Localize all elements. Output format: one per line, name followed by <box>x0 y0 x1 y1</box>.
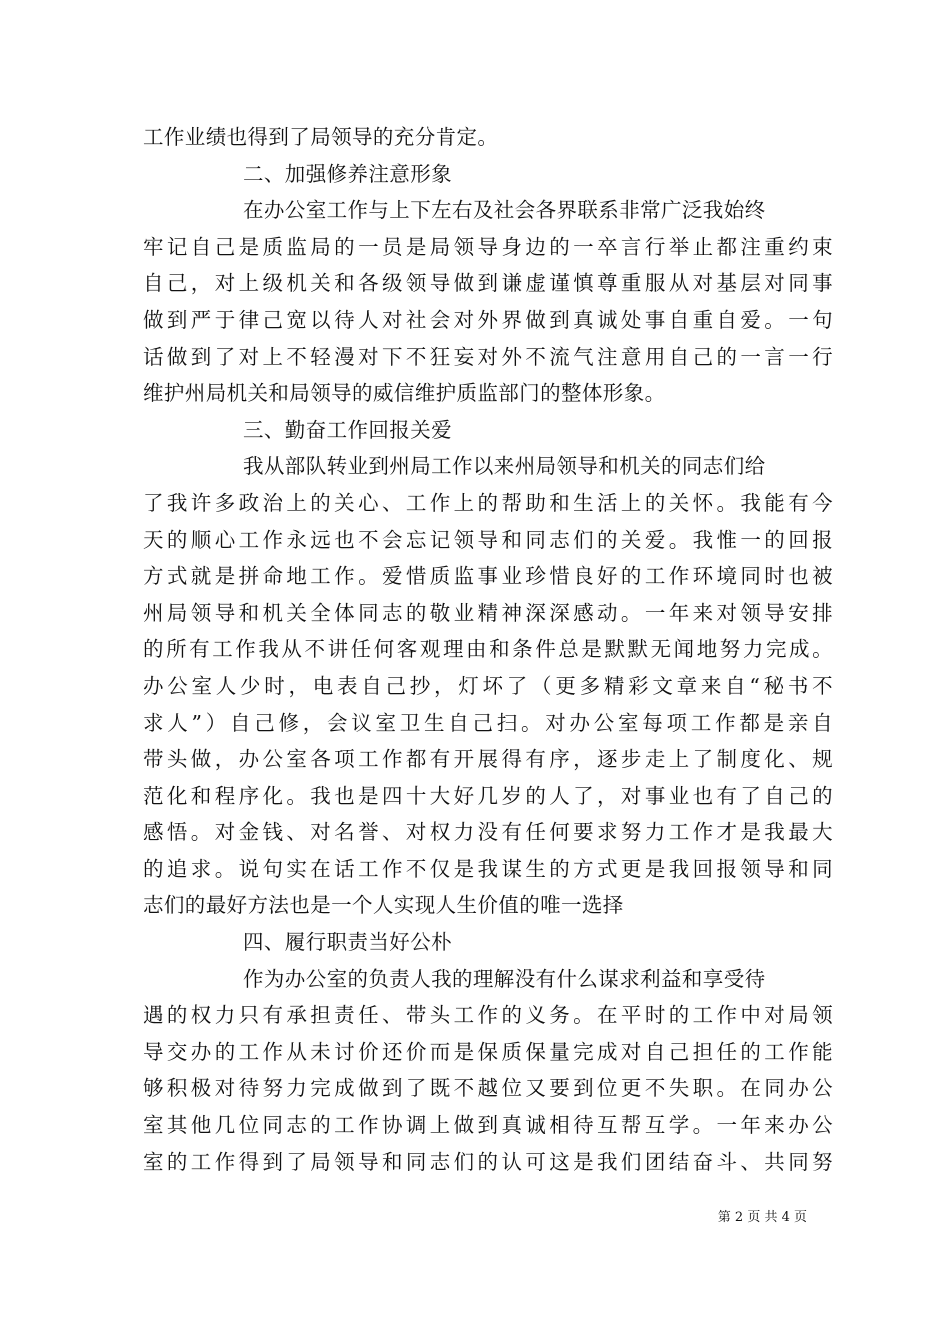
paragraph-line: 做到严于律己宽以待人对社会对外界做到真诚处事自重自爱。一句 <box>143 307 833 332</box>
section-heading: 四、履行职责当好公朴 <box>243 930 452 955</box>
paragraph-last-line: 志们的最好方法也是一个人实现人生价值的唯一选择 <box>143 893 624 918</box>
paragraph-line: 方式就是拼命地工作。爱惜质监事业珍惜良好的工作环境同时也被 <box>143 564 833 589</box>
paragraph-line: 话做到了对上不轻漫对下不狂妄对外不流气注意用自己的一言一行 <box>143 344 833 369</box>
paragraph-line: 办公室人少时，电表自己抄，灯坏了（更多精彩文章来自“秘书不 <box>143 673 833 698</box>
paragraph-line: 了我许多政治上的关心、工作上的帮助和生活上的关怀。我能有今 <box>143 490 833 515</box>
section-heading: 三、勤奋工作回报关爱 <box>243 417 452 442</box>
paragraph-first-line: 在办公室工作与上下左右及社会各界联系非常广泛我始终 <box>243 198 766 223</box>
paragraph-line: 导交办的工作从未讨价还价而是保质保量完成对自己担任的工作能 <box>143 1039 833 1064</box>
paragraph-line: 的所有工作我从不讲任何客观理由和条件总是默默无闻地努力完成。 <box>143 637 833 662</box>
paragraph-line: 自己，对上级机关和各级领导做到谦虚谨慎尊重服从对基层对同事 <box>143 271 833 296</box>
paragraph-line: 感悟。对金钱、对名誉、对权力没有任何要求努力工作才是我最大 <box>143 820 833 845</box>
paragraph-line: 牢记自己是质监局的一员是局领导身边的一卒言行举止都注重约束 <box>143 234 833 259</box>
paragraph-first-line: 作为办公室的负责人我的理解没有什么谋求利益和享受待 <box>243 966 766 991</box>
paragraph-line: 遇的权力只有承担责任、带头工作的义务。在平时的工作中对局领 <box>143 1003 833 1028</box>
paragraph-last-line: 工作业绩也得到了局领导的充分肯定。 <box>143 125 499 149</box>
paragraph-line: 范化和程序化。我也是四十大好几岁的人了，对事业也有了自己的 <box>143 783 833 808</box>
paragraph-line: 的追求。说句实在话工作不仅是我谋生的方式更是我回报领导和同 <box>143 856 833 881</box>
paragraph-line: 州局领导和机关全体同志的敬业精神深深感动。一年来对领导安排 <box>143 600 833 625</box>
page-footer: 第 2 页 共 4 页 <box>717 1210 807 1225</box>
paragraph-line: 天的顺心工作永远也不会忘记领导和同志们的关爱。我惟一的回报 <box>143 527 833 552</box>
section-heading: 二、加强修养注意形象 <box>243 161 452 186</box>
paragraph-last-line: 维护州局机关和局领导的威信维护质监部门的整体形象。 <box>143 381 666 406</box>
paragraph-line: 求人”）自己修，会议室卫生自己扫。对办公室每项工作都是亲自 <box>143 710 833 735</box>
paragraph-line: 室其他几位同志的工作协调上做到真诚相待互帮互学。一年来办公 <box>143 1113 833 1138</box>
body-text <box>143 119 833 1180</box>
paragraph-line: 够积极对待努力完成做到了既不越位又要到位更不失职。在同办公 <box>143 1076 833 1101</box>
paragraph-first-line: 我从部队转业到州局工作以来州局领导和机关的同志们给 <box>243 454 766 479</box>
paragraph-line: 室的工作得到了局领导和同志们的认可这是我们团结奋斗、共同努 <box>143 1149 833 1174</box>
paragraph-line: 带头做，办公室各项工作都有开展得有序，逐步走上了制度化、规 <box>143 747 833 772</box>
